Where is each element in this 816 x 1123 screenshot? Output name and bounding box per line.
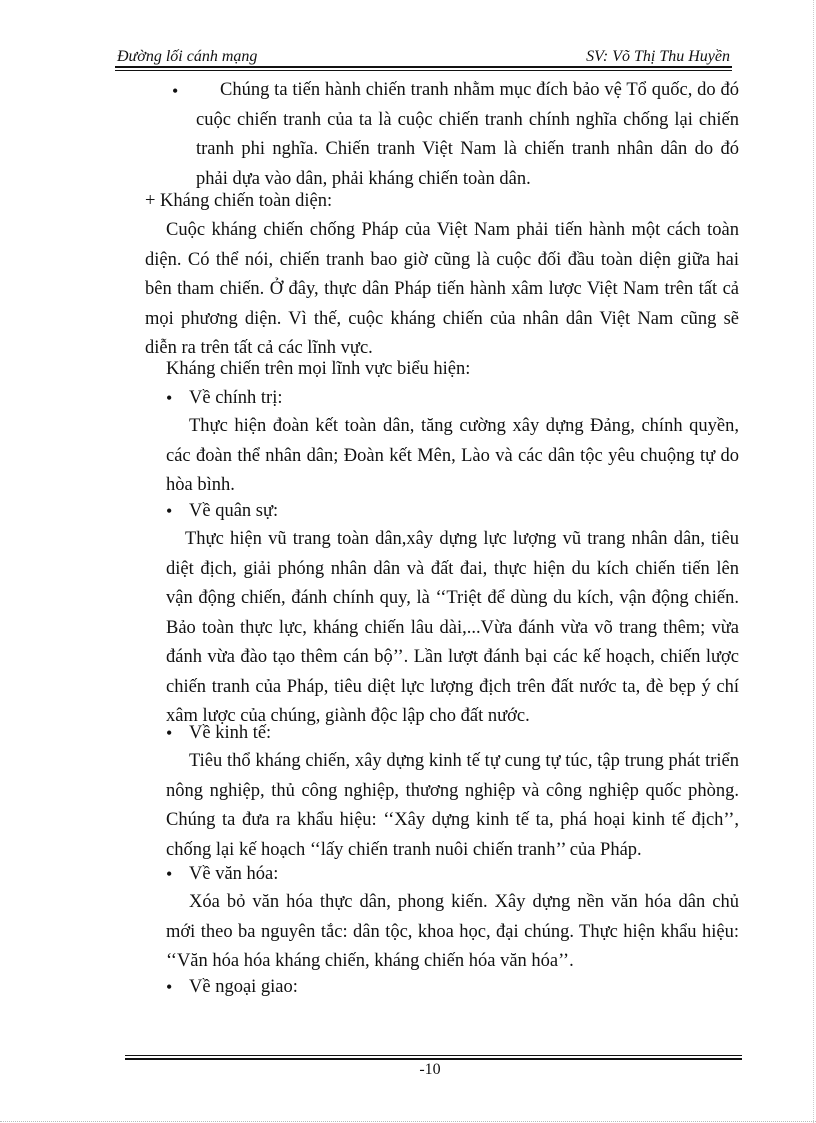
bullet-icon: • [166,723,173,743]
heading-van-hoa: Về văn hóa: [189,864,279,884]
page-edge-bottom [0,1121,816,1122]
bullet-icon: • [166,388,173,408]
header-rule-top [115,66,732,68]
heading-khang-chien-toan-dien: + Kháng chiến toàn diện: [145,191,333,211]
paragraph-van-hoa: Xóa bỏ văn hóa thực dân, phong kiến. Xây dựng nền văn hóa dân chủ mới theo ba nguyên tắc: dân tộc, khoa học, đại chúng. Thực hiện khẩu hiệu: ‘‘Văn hóa hóa kháng chiến, kháng chiến hóa văn hóa’’. [166,892,739,971]
bullet-icon: • [166,977,173,997]
heading-chinh-tri: Về chính trị: [189,388,283,408]
paragraph-chinh-nghia: Chúng ta tiến hành chiến tranh nhằm mục đích bảo vệ Tổ quốc, do đó cuộc chiến tranh của ta là cuộc chiến tranh chính nghĩa chống lại chiến tranh phi nghĩa. Chiến tranh Việt Nam là chiến tranh nhân dân do đó phải dựa vào dân, phải kháng chiến toàn dân. [196,80,739,189]
bullet-icon: • [166,501,173,521]
header-title: Đường lối cánh mạng [117,48,258,65]
header-rule-bottom [115,70,732,71]
page-edge-right [813,0,814,1123]
footer-rule-top [125,1055,742,1056]
bullet-icon: • [166,864,173,884]
paragraph-chinh-tri: Thực hiện đoàn kết toàn dân, tăng cường xây dựng Đảng, chính quyền, các đoàn thể nhân dân; Đoàn kết Mên, Lào và các dân tộc yêu chuộng tự do hòa bình. [166,416,739,495]
heading-quan-su: Về quân sự: [189,501,279,521]
paragraph-bieu-hien: Kháng chiến trên mọi lĩnh vực biểu hiện: [166,359,471,379]
page-number: -10 [419,1061,441,1078]
heading-kinh-te: Về kinh tế: [189,723,272,743]
paragraph-kinh-te: Tiêu thổ kháng chiến, xây dựng kinh tế tự cung tự túc, tập trung phát triển nông nghiệp, thủ công nghiệp, thương nghiệp và công nghiệp quốc phòng. Chúng ta đưa ra khẩu hiệu: ‘‘Xây dựng kinh tế ta, phá hoại kinh tế địch’’, chống lại kế hoạch ‘‘lấy chiến tranh nuôi chiến tranh’’ của Pháp. [166,751,739,860]
bullet-icon: • [172,81,179,101]
heading-ngoai-giao: Về ngoại giao: [189,977,298,997]
footer-rule-bottom [125,1058,742,1060]
paragraph-toan-dien: Cuộc kháng chiến chống Pháp của Việt Nam phải tiến hành một cách toàn diện. Có thể nói, chiến tranh bao giờ cũng là cuộc đối đầu toàn diện giữa hai bên tham chiến. Ở đây, thực dân Pháp tiến hành xâm lược Việt Nam trên tất cả mọi phương diện. Vì thế, cuộc kháng chiến của nhân dân Việt Nam cũng sẽ diễn ra trên tất cả các lĩnh vực. [145,220,739,358]
header-author: SV: Võ Thị Thu Huyền [586,48,730,65]
paragraph-quan-su: Thực hiện vũ trang toàn dân,xây dựng lực lượng vũ trang nhân dân, tiêu diệt địch, giải phóng nhân dân và đất đai, thực hiện du kích chiến tiến lên vận động chiến, đánh chính quy, là ‘‘Triệt để dùng du kích, vận động chiến. Bảo toàn thực lực, kháng chiến lâu dài,...Vừa đánh vừa võ trang thêm; vừa đánh vừa đào tạo thêm cán bộ’’. Lần lượt đánh bại các kế hoạch, chiến lược chiến tranh của Pháp, tiêu diệt lực lượng địch trên đất nước ta, đè bẹp ý chí xâm lược của chúng, giành độc lập cho đất nước. [166,529,739,726]
